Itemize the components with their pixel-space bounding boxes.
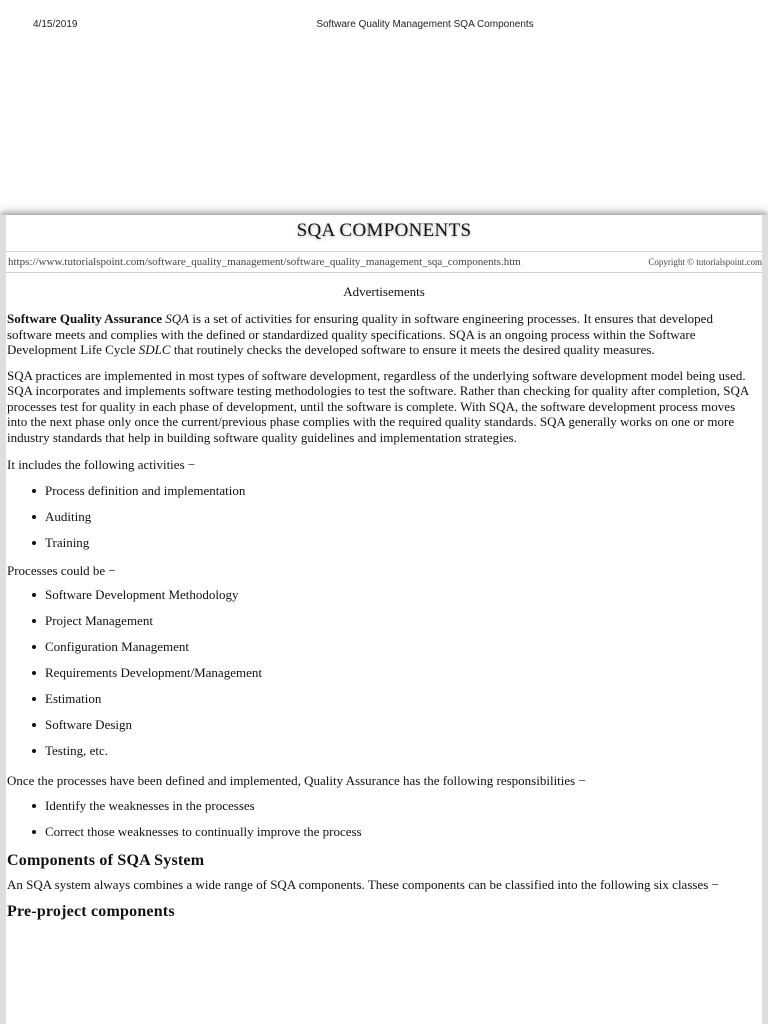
list-item: Project Management [45, 608, 756, 634]
list-item: Auditing [45, 504, 756, 530]
intro-abbr-sdlc: SDLC [138, 342, 171, 357]
intro-paragraph [7, 311, 756, 358]
list-item: Training [45, 530, 756, 556]
components-paragraph: An SQA system always combines a wide range of SQA components. These components can be classified into the following six classes − [7, 877, 719, 892]
document-page [0, 215, 768, 1024]
list-item: Process definition and implementation [45, 478, 756, 504]
activities-list [7, 478, 756, 556]
source-url-link[interactable]: https://www.tutorialspoint.com/software_quality_management/software_quality_management_sqa_components.htm [8, 256, 521, 268]
intro-abbr-sqa: SQA [165, 311, 190, 326]
print-header [0, 0, 768, 40]
list-item: Software Development Methodology [45, 582, 756, 608]
page-title: SQA COMPONENTS [296, 220, 472, 241]
list-item: Software Design [45, 712, 756, 738]
print-date: 4/15/2019 [33, 19, 78, 30]
copyright-notice: Copyright © tutorialspoint.com [648, 257, 762, 267]
source-url-bar [6, 251, 762, 273]
list-item: Identify the weaknesses in the processes [45, 793, 756, 819]
print-document-title: Software Quality Management SQA Components [316, 19, 534, 30]
intro-text-part2: that routinely checks the developed software to ensure it meets the desired quality measures. [170, 342, 655, 357]
activities-intro: It includes the following activities − [7, 457, 196, 472]
processes-intro: Processes could be − [7, 562, 116, 578]
list-item: Requirements Development/Management [45, 660, 756, 686]
list-item: Correct those weaknesses to continually improve the process [45, 819, 756, 845]
responsibilities-intro: Once the processes have been defined and implemented, Quality Assurance has the following responsibilities − [7, 773, 586, 788]
intro-bold-term: Software Quality Assurance [7, 311, 163, 326]
processes-list [7, 582, 756, 764]
components-heading: Components of SQA System [7, 851, 205, 869]
advertisements-label: Advertisements [343, 284, 425, 299]
article-body [6, 311, 762, 919]
list-item: Testing, etc. [45, 738, 756, 764]
intro-text-part1: is a set of activities for ensuring quality in software engineering processes. It ensures that developed software meets and complies with the defined or standardized quality specifications. SQA is an ongoing process within the Software Development Life Cycle [7, 311, 713, 357]
preproject-heading: Pre-project components [7, 902, 175, 920]
responsibilities-list [7, 793, 756, 845]
list-item: Estimation [45, 686, 756, 712]
list-item: Configuration Management [45, 634, 756, 660]
practices-paragraph: SQA practices are implemented in most types of software development, regardless of the underlying software development model being used. SQA incorporates and implements software testing methodologies to test the software. Rather than checking for quality after completion, SQA processes test for quality in each phase of development, until the software is complete. With SQA, the software development process moves into the next phase only once the current/previous phase complies with the required quality standards. SQA generally works on one or more industry standards that help in building software quality guidelines and implementation strategies. [7, 367, 749, 445]
